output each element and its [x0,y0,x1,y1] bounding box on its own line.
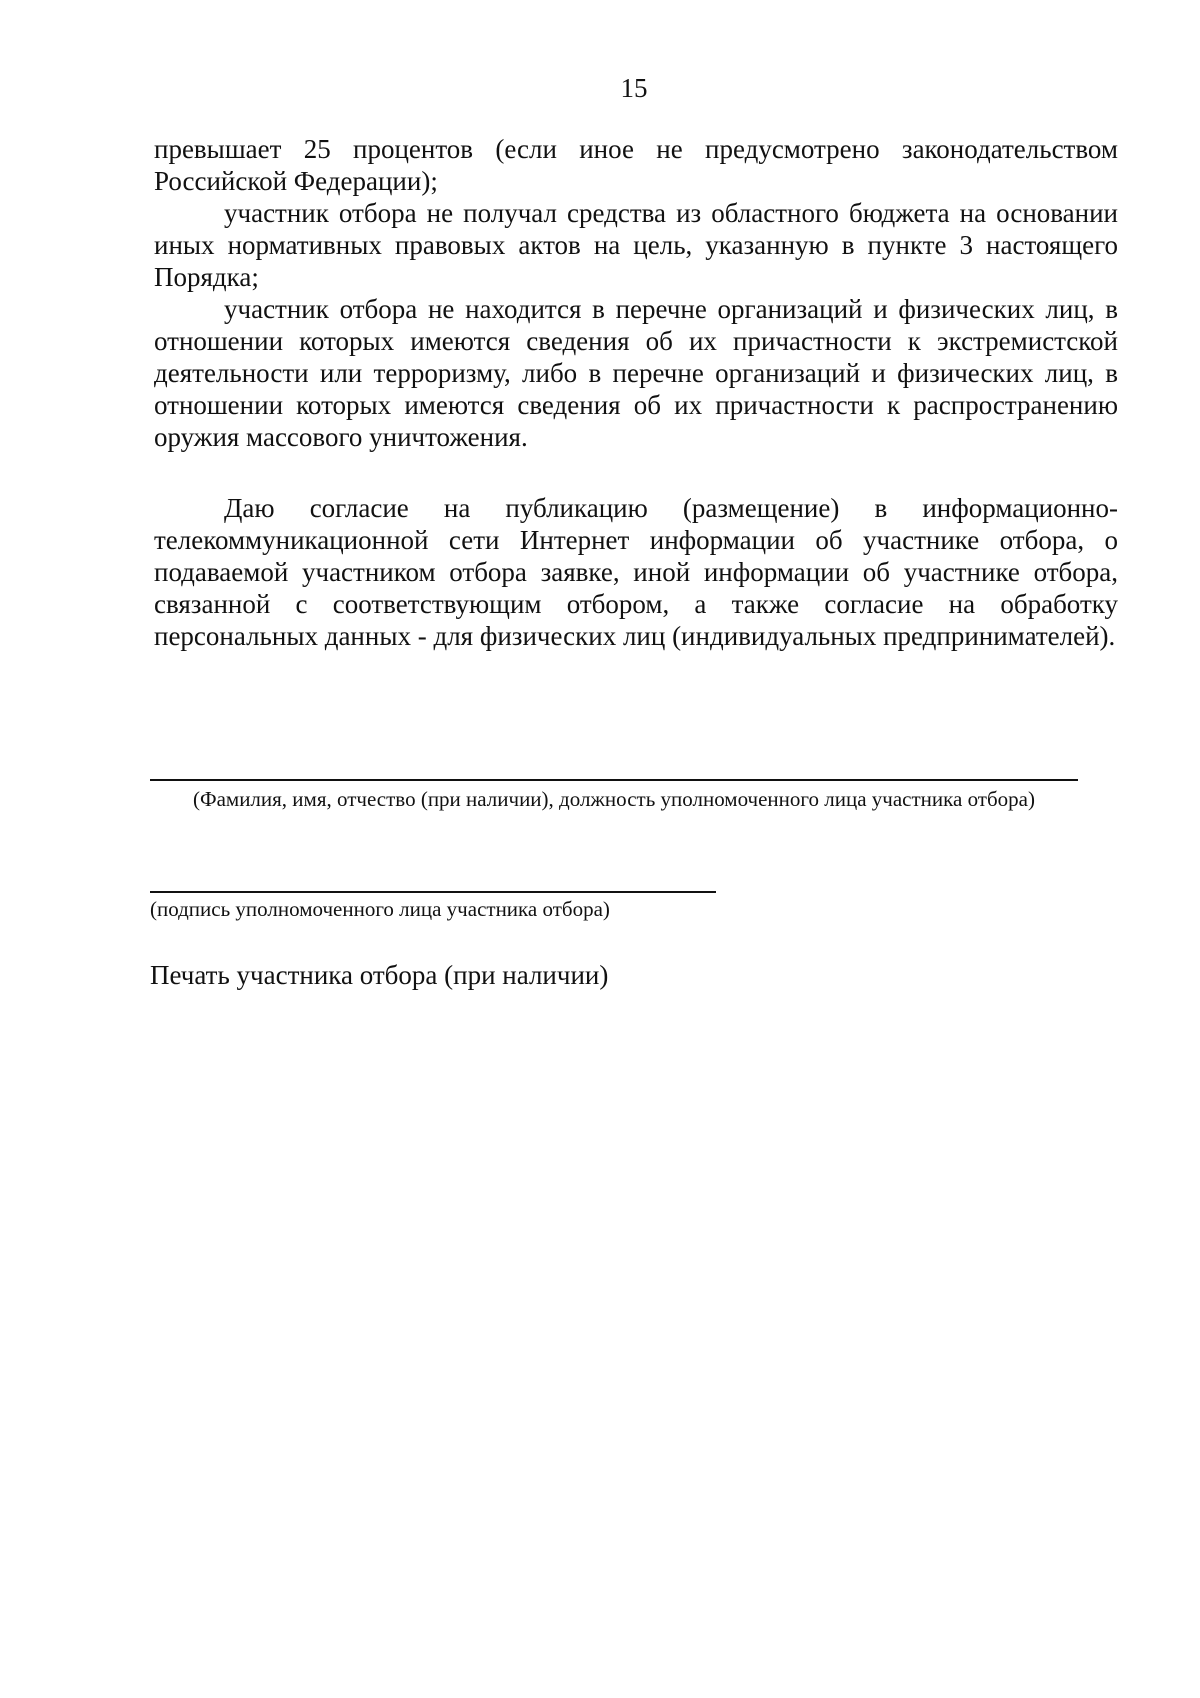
paragraph-not-in-extremist-list: участник отбора не находится в перечне организаций и физических лиц, в отношении которых имеются сведения об их причастности к экстремистской деятельности или терроризму, либо в перечне организаций и физических лиц, в отношении которых имеются сведения об их причастности к распространению оружия массового уничтожения. [154,294,1118,452]
fio-signature-line [150,779,1078,781]
paragraph-share-limit: превышает 25 процентов (если иное не предусмотрено законодательством Российской Федерации); [154,134,1118,196]
signature-caption: (подпись уполномоченного лица участника отбора) [150,897,610,921]
seal-label: Печать участника отбора (при наличии) [150,960,609,990]
fio-caption: (Фамилия, имя, отчество (при наличии), должность уполномоченного лица участника отбора) [193,787,1035,811]
consent-section [154,492,1118,652]
requirements-section [154,133,1118,453]
paragraph-no-budget-funds: участник отбора не получал средства из областного бюджета на основании иных нормативных правовых актов на цель, указанную в пункте 3 настоящего Порядка; [154,198,1118,292]
signature-line [150,891,716,893]
paragraph-consent: Даю согласие на публикацию (размещение) в информационно-телекоммуникационной сети Интернет информации об участнике отбора, о подаваемой участником отбора заявке, иной информации об участнике отбора, связанной с соответствующим отбором, а также согласие на обработку персональных данных - для физических лиц (индивидуальных предпринимателей). [154,493,1118,651]
page-number: 15 [620,73,648,103]
